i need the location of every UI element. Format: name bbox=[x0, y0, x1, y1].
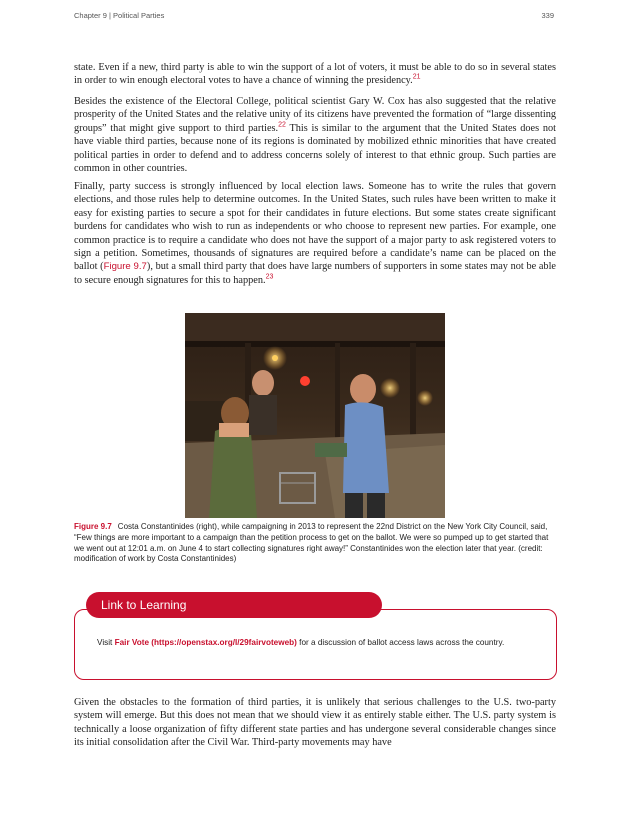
ltl-text-prefix: Visit bbox=[97, 638, 115, 647]
campaign-photo bbox=[185, 313, 445, 518]
ltl-text-suffix: for a discussion of ballot access laws across the country. bbox=[296, 638, 505, 647]
fair-vote-link[interactable]: Fair Vote (https://openstax.org/l/29fairvoteweb) bbox=[114, 638, 297, 647]
figure-caption bbox=[74, 522, 552, 565]
link-to-learning-title: Link to Learning bbox=[86, 592, 382, 618]
paragraph-4 bbox=[74, 696, 556, 750]
paragraph-text: Besides the existence of the Electoral College, political scientist Gary W. Cox has also suggested that the relative prosperity of the United States and the relative unity of its citizens have prevented the formation of “large dissenting groups” that might give support to third parties. bbox=[74, 96, 556, 134]
paragraph-text: state. Even if a new, third party is able to win the support of a lot of voters, it must be able to do so in several states in order to win enough electoral votes to have a chance of winning the presidency. bbox=[74, 62, 556, 87]
chapter-title: Chapter 9 | Political Parties bbox=[74, 11, 165, 20]
paragraph-3 bbox=[74, 180, 556, 287]
footnote-ref[interactable]: 23 bbox=[265, 273, 274, 281]
paragraph-text: Finally, party success is strongly influenced by local election laws. Someone has to write the rules that govern elections, and those rules help to determine outcomes. In the United States, such rules have been written to make it easy for existing parties to secure a spot for their candidates in future elections. But some states create significant burdens for candidates who wish to run as independents or who choose to represent new parties. For example, one common practice is to require a candidate who does not have the support of a major party to ask registered voters to sign a petition. Sometimes, thousands of signatures are required before a candidate’s name can be placed on the ballot ( bbox=[74, 181, 556, 273]
paragraph-text: ), but a small third party that does have large numbers of supporters in some states may not be able to secure enough signatures for this to happen. bbox=[74, 261, 557, 286]
figure-label: Figure 9.7 bbox=[74, 522, 112, 531]
footnote-ref[interactable]: 21 bbox=[412, 73, 421, 81]
paragraph-text: Given the obstacles to the formation of third parties, it is unlikely that serious challenges to the U.S. two-party system will emerge. But this does not mean that we should view it as entirely stable either. The U.S. party system is technically a loose organization of fifty different state parties and has undergone several considerable changes since its initial consolidation after the Civil War. Third-party movements may have bbox=[74, 697, 556, 749]
paragraph-text: This is similar to the argument that the United States does not have viable third parties, because none of its regions is dominated by mobilized ethnic minorities that have created political parties in order to defend and to address concerns solely of interest to that ethnic group. Such parties are common in other countries. bbox=[74, 122, 557, 175]
footnote-ref[interactable]: 22 bbox=[278, 121, 286, 129]
link-to-learning-text bbox=[97, 637, 527, 648]
page-header bbox=[74, 11, 554, 23]
paragraph-2 bbox=[74, 95, 556, 175]
figure-link[interactable]: Figure 9.7 bbox=[103, 261, 147, 273]
photo-illustration bbox=[185, 313, 445, 518]
paragraph-1 bbox=[74, 61, 556, 88]
page-number: 339 bbox=[541, 11, 554, 20]
caption-text: Costa Constantinides (right), while campaigning in 2013 to represent the 22nd District on the New York City Council, said, “Few things are more important to a campaign than the petition process to get on the ballot. We were so pumped up to get started that we went out at 12:01 a.m. on June 4 to start collecting signatures right away!” Constantinides won the election later that year. (credit: modification of work by Costa Constantinides) bbox=[74, 522, 549, 564]
